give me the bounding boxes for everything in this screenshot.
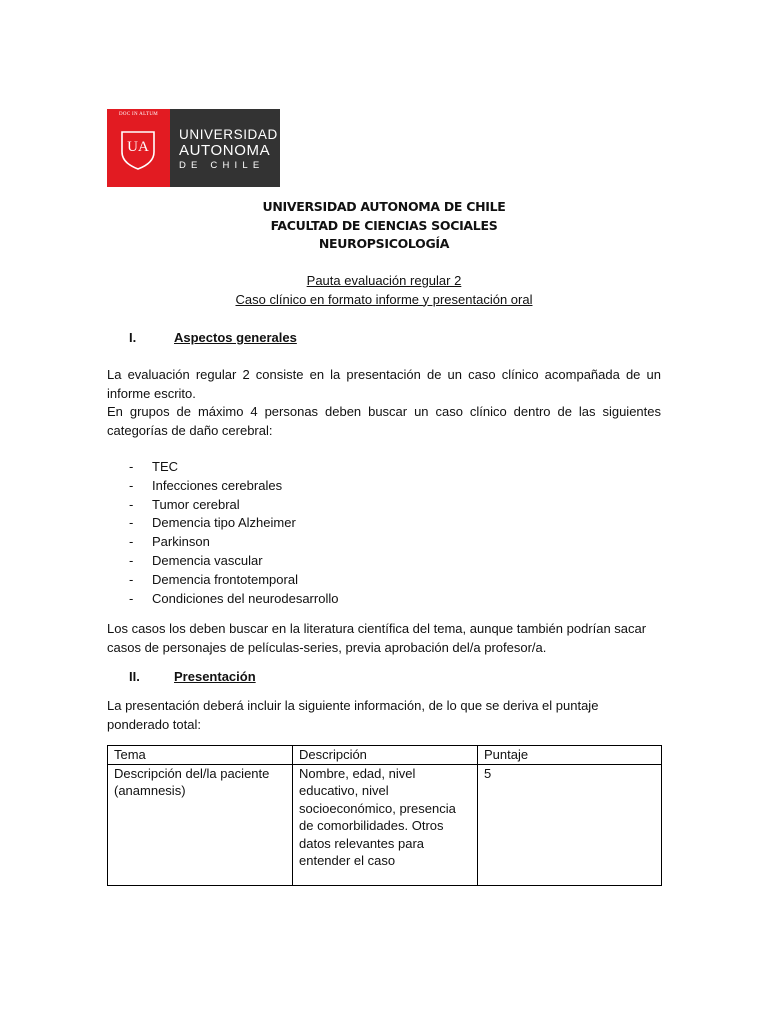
bullet-dash: - [129, 496, 134, 512]
paragraph: La evaluación regular 2 consiste en la presentación de un caso clínico acompañada de un informe escrito. [107, 367, 661, 401]
header-university: UNIVERSIDAD AUTONOMA DE CHILE [262, 199, 506, 214]
bullet-dash: - [129, 515, 134, 531]
paragraph: La presentación deberá incluir la siguiente información, de lo que se deriva el puntaje ponderado total: [107, 698, 599, 732]
bullet-dash: - [129, 534, 134, 550]
table-cell: 5 [478, 764, 662, 885]
logo-wordmark-panel [170, 109, 280, 187]
table-header-cell: Puntaje [478, 746, 662, 765]
table-row [108, 764, 662, 885]
table-header-cell: Descripción [293, 746, 478, 765]
section-1-heading [129, 330, 297, 345]
table-cell: Nombre, edad, nivel educativo, nivel socioeconómico, presencia de comorbilidades. Otros datos relevantes para entender el caso [293, 764, 478, 885]
section-title: Aspectos generales [174, 330, 297, 345]
section-2-heading [129, 669, 256, 684]
logo-line-2: AUTONOMA [179, 142, 271, 159]
section-number: II. [129, 669, 140, 684]
table-cell: Descripción del/la paciente (anamnesis) [108, 764, 293, 885]
logo-line-1: UNIVERSIDAD [179, 127, 278, 142]
bullet-dash: - [129, 477, 134, 493]
table-header-row [108, 746, 662, 765]
paragraph: En grupos de máximo 4 personas deben buscar un caso clínico dentro de las siguientes categorías de daño cerebral: [107, 404, 661, 438]
section-number: I. [129, 330, 137, 345]
document-subtitle [0, 272, 768, 309]
evaluation-table [107, 745, 662, 886]
document-header [0, 198, 768, 254]
logo-emblem-panel [107, 109, 170, 187]
university-logo [107, 109, 280, 187]
bullet-dash: - [129, 459, 134, 474]
table-header-cell: Tema [108, 746, 293, 765]
logo-line-3: DE CHILE [179, 160, 265, 171]
logo-motto: DOC IN ALTUM [119, 112, 158, 117]
bullet-dash: - [129, 571, 134, 587]
document-page: DOC IN ALTUM UA UNIVERSIDAD AUTONOMA DE CHILE UNIVERSIDAD AUTONOMA DE CHILE FACULTAD DE CIENCIAS SOCIALES NEUROPSICOLOGÍA Pauta evaluación regular 2 Caso clínico en formato informe y presentación oral I. Aspectos generales La evaluación regular 2 consiste en la presentación de un caso clínico acompañada de un informe escrito. En grupos de máximo 4 personas deben buscar un caso clínico dentro de las siguientes categorías de daño cerebral: - TEC - Infecciones cerebrales - Tumor cerebral - Demencia tipo Alzheimer - Parkinson - Demencia vascular - Demencia frontotemporal - Condiciones del neurodesarrollo Los casos los deben buscar en la literatura científica del tema, aunque también podrían sacar casos de personajes de películas-series, previa aprobación del/a profesor/a. II. Presentación La presentación deberá incluir la siguiente información, de lo que se deriva el puntaje ponderado total: Tema Descripción Puntaje Descripción del/la paciente (anamnesis) Nombre, edad, nivel educativo, nivel socioeconómico, presencia de comorbilidades. Otros datos relevantes para entender el caso 5 [0, 0, 768, 1024]
bullet-dash: - [129, 590, 134, 606]
subtitle-line-1: Pauta evaluación regular 2 [306, 273, 462, 288]
logo-emblem-text: UA [127, 139, 149, 155]
section-title: Presentación [174, 669, 256, 684]
header-faculty: FACULTAD DE CIENCIAS SOCIALES [270, 217, 498, 233]
paragraph: Los casos los deben buscar en la literatura científica del tema, aunque también podrían sacar casos de personajes de películas-series, previa aprobación del/a profesor/a. [107, 621, 647, 655]
subtitle-line-2: Caso clínico en formato informe y presentación oral [235, 291, 533, 307]
bullet-dash: - [129, 552, 134, 568]
header-course: NEUROPSICOLOGÍA [318, 236, 450, 251]
